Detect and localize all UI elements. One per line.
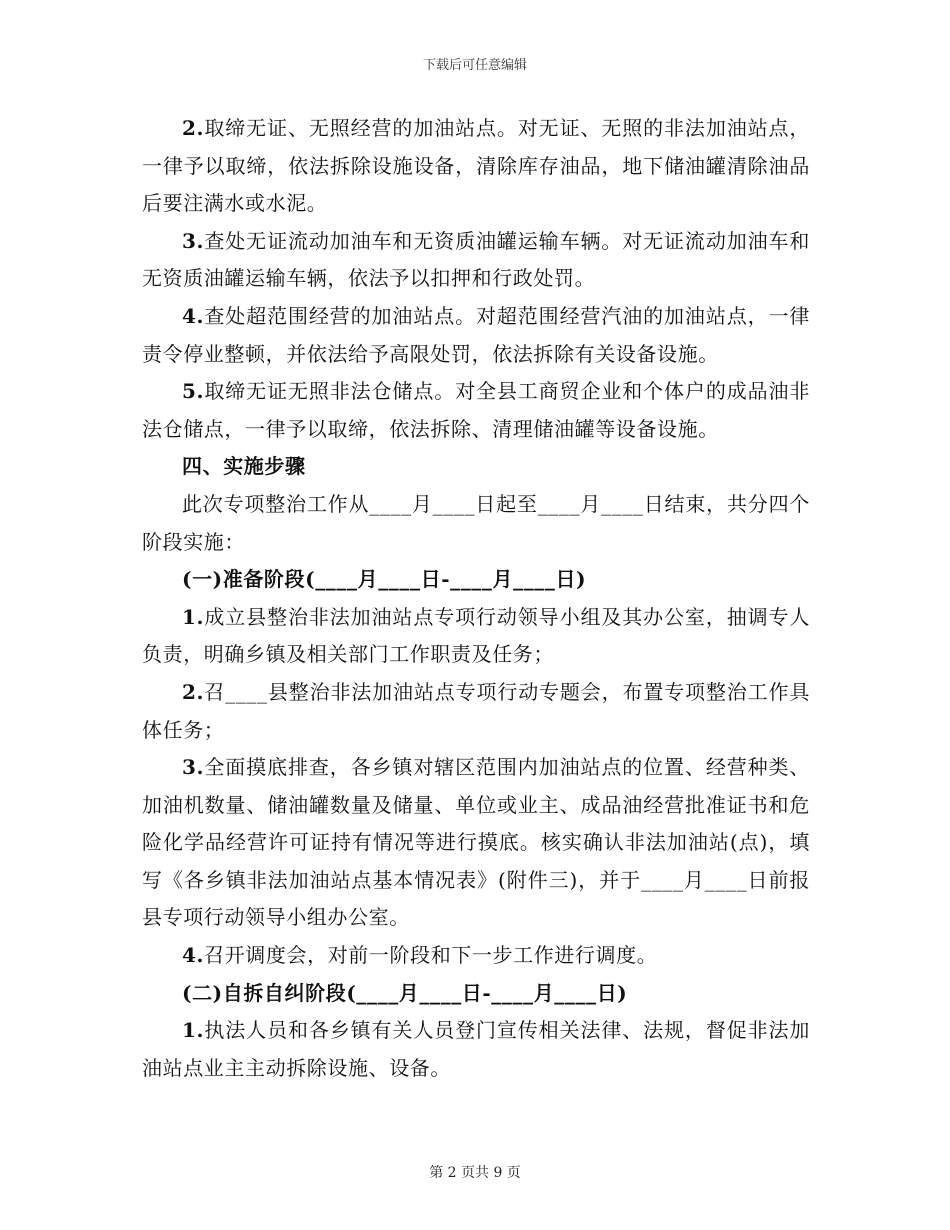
item-number: 4.: [182, 943, 205, 968]
item-text: 召开调度会，对前一阶段和下一步工作进行调度。: [204, 943, 658, 968]
item-4-paragraph: [142, 298, 810, 373]
item-2-paragraph: [142, 110, 810, 223]
page-footer: 第 2 页共 9 页: [429, 1165, 521, 1181]
stage2-item-1: [142, 1012, 810, 1087]
stage1-item-4: [142, 937, 810, 975]
item-number: 2.: [182, 116, 205, 140]
item-text: 召____县整治非法加油站点专项行动专题会，布置专项整治工作具体任务；: [142, 679, 810, 742]
subsection-heading: (二)自拆自纠阶段(____月____日-____月____日): [182, 980, 628, 1005]
item-text: 取缔无证无照非法仓储点。对全县工商贸企业和个体户的成品油非法仓储点，一律予以取缔，依法拆除、清理储油罐等设备设施。: [142, 379, 810, 441]
item-text: 成立县整治非法加油站点专项行动领导小组及其办公室，抽调专人负责，明确乡镇及相关部门工作职责及任务；: [142, 604, 810, 667]
subsection-heading: (一)准备阶段(____月____日-____月____日): [182, 567, 587, 592]
item-text: 执法人员和各乡镇有关人员登门宣传相关法律、法规，督促非法加油站点业主主动拆除设施、设备。: [142, 1018, 810, 1080]
item-5-paragraph: [142, 373, 810, 448]
item-number: 1.: [182, 1018, 205, 1043]
stage1-item-1: [142, 599, 810, 674]
item-text: 查处超范围经营的加油站点。对超范围经营汽油的加油站点，一律责令停业整顿，并依法给予高限处罚，依法拆除有关设备设施。: [142, 303, 810, 366]
item-text: 查处无证流动加油车和无资质油罐运输车辆。对无证流动加油车和无资质油罐运输车辆，依法予以扣押和行政处罚。: [142, 228, 810, 291]
item-number: 4.: [182, 303, 205, 328]
body-paragraph: 此次专项整治工作从____月____日起至____月____日结束，共分四个阶段实施：: [142, 491, 810, 554]
item-3-paragraph: [142, 223, 810, 298]
page-header: 下载后可任意编辑: [422, 58, 527, 73]
item-number: 2.: [182, 679, 205, 704]
stage1-item-2: [142, 674, 810, 749]
item-text: 全面摸底排查，各乡镇对辖区范围内加油站点的位置、经营种类、加油机数量、储油罐数量及储量、单位或业主、成品油经营批准证书和危险化学品经营许可证持有情况等进行摸底。核实确认非法加油站(点)，填写《各乡镇非法加油站点基本情况表》(附件三)，并于____月____日前报县专项行动领导小组办公室。: [142, 755, 810, 930]
item-number: 3.: [182, 228, 205, 253]
item-number: 5.: [182, 379, 205, 404]
item-text: 取缔无证、无照经营的加油站点。对无证、无照的非法加油站点，一律予以取缔，依法拆除设施设备，清除库存油品，地下储油罐清除油品后要注满水或水泥。: [142, 116, 810, 216]
section-heading: 四、实施步骤: [182, 454, 306, 479]
item-number: 1.: [182, 604, 205, 629]
item-number: 3.: [182, 755, 205, 780]
stage1-item-3: [142, 749, 810, 937]
document-body: [142, 110, 810, 1087]
